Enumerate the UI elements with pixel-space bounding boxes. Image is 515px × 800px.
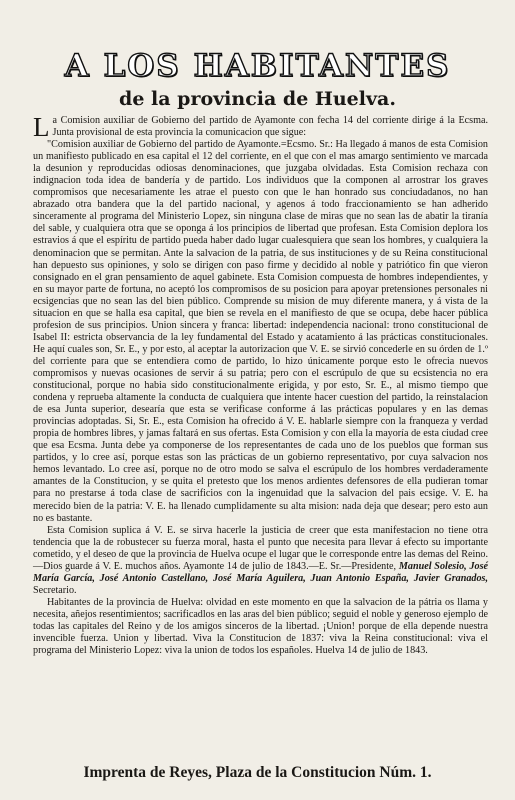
paragraph-proclamation: Habitantes de la provincia de Huelva: olvidad en este momento en que la salvacion de la pátria os llama y necesita, añejos resentimientos; sacrificadlos en las aras del bien público; seguid el noble y generoso ejemplo de todas las capitales del Reino y de los amigos sinceros de la libertad. ¡Union! porque de ella depende nuestra invencible fuerza. Union y libertad. Viva la Constitucion de 1837: viva la Reina constitucional: viva el programa del Ministerio Lopez: viva la union de todos los españoles. Huelva 14 de julio de 1843. <box>33 596 488 657</box>
document-subtitle: de la provincia de Huelva. <box>119 88 396 110</box>
secretary-label: Secretario. <box>33 584 77 596</box>
printer-imprint: Imprenta de Reyes, Plaza de la Constitucion Núm. 1. <box>83 764 432 781</box>
signatories: Manuel Solesio, José María García, José Antonio Castellano, José María Aguilera, Juan Antonio España, Javier Granados, <box>33 560 489 584</box>
paragraph-closing-text: Esta Comision suplica á V. E. se sirva hacerle la justicia de creer que esta manifestacion no tiene otra tendencia que la de robustecer su fuerza moral, hasta el punto que necesita para llevar á efecto su importante cometido, y el deseo de que la provincia de Huelva ocupe el lugar que le corresponde entre las demas del Reino.—Dios guarde á V. E. muchos años. Ayamonte 14 de julio de 1843.—E. Sr.—Presidente, <box>33 524 488 572</box>
paragraph-intro <box>33 112 488 142</box>
document-title: A LOS HABITANTES <box>64 48 451 84</box>
paragraph-closing <box>33 525 488 597</box>
drop-cap-letter: L <box>33 112 50 142</box>
document-body <box>33 112 489 657</box>
paragraph-intro-text: a Comision auxiliar de Gobierno del partido de Ayamonte con fecha 14 del corriente dirige á la Ecsma. Junta provisional de esta provincia la comunicacion que sigue: <box>52 115 488 139</box>
paragraph-communication: "Comision auxiliar de Gobierno del partido de Ayamonte.=Ecsmo. Sr.: Ha llegado á manos de esta Comision un manifiesto publicado en esa capital el 12 del corriente, en el que con el mas amargo sentimiento ve marcada la desunion y reproducidas odiosas denominaciones, que juzgaba olvidadas. Esta Comision rechaza con indignacion toda idea de bandería y de partido. Los individuos que la componen al arrostrar los graves compromisos que necesariamente les atrae el puesto con que le han honrado sus conciudadanos, no han abrazado otra bandera que la del partido nacional, y agenos á todo fraccionamiento se han adherido sinceramente al programa del Ministerio Lopez, sin ninguna clase de miras que no sean las de abatir la tiranía del sable, y cualquiera otra que se oponga á los principios de libertad que profesan. Esta Comision deplora los estravios á que el espíritu de partido pueda haber dado lugar cualesquiera que sean los hombres, y cualquiera la denominacion que se permitan. Ante la salvacion de la patria, de sus instituciones y de su Reina constitucional han depuesto sus opiniones, y solo se dirigen con paso firme y decidido al noble y patriótico fin que vieron consignado en el gran pensamiento de aquel gabinete. Esta Comision compuesta de hombres independientes, y en su mayor parte de fortuna, no aceptó los compromisos de su posicion para apoyar pretensiones personales ni ecsigencias que no sean las del bien público. Comprende su mision de muy diferente manera, y á vista de la situacion en que se halla esa capital, que bien se revela en el manifiesto de que se ocupa, debe hacer pública profesion de sus principios. Union sincera y franca: libertad: independencia nacional: trono constitucional de Isabel II: estricta observancia de la ley fundamental del Estado y acatamiento á las prácticas constitucionales. He aquí cuales son, Sr. E., y por esto, al aceptar la autorizacion que V. E. se sirvió concederle en su órden de 1.º del corriente para que se entendiera como de partido, lo hizo únicamente porque esto le ofrecia nuevos compromisos y nuevas ocasiones de servir á su patria; pero con el escrúpulo de que su ecsistencia no era constitucional, porque no habia sido constitucionalmente erigida, y por esto, Sr. E., al mismo tiempo que condena y reprueba altamente la conducta de cualquiera que intente hacer cuestion del partido, la reinstalacion de esa Junta superior, desearía que esta se verificase conforme á las prácticas populares y en las demas provincias adoptadas. Si, Sr. E., esta Comision ha ofrecido á V. E. hablarle siempre con la franqueza y verdad propia de hombres libres, y jamas faltará en sus ofertas. Esta Comision y con ella la mayoría de esta ciudad cree que esa Ecsma. Junta debe ya componerse de los representantes de cada uno de los pueblos que forman sus partidos, y lo cree así, porque estas son las prácticas de un gobierno representativo, por cuya salvacion nos hemos levantado. Lo cree así, porque no de otro modo se salva el escrúpulo de los hombres verdaderamente amantes de la Constitucion, y se quita el pretesto que los menos ardientes defensores de ella pudieran tomar para no prestarse á toda clase de sacrificios con la ingenuidad que la salvacion del pais ecsige. V. E. ha merecido bien de la patria: V. E. ha llenado cumplidamente su alta mision: nada deja que desear; pero esto aun no es bastante. <box>33 139 488 524</box>
